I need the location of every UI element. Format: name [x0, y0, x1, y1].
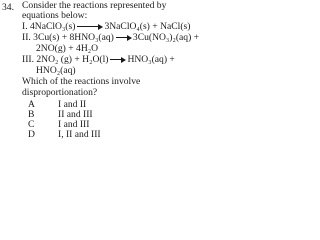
reaction-arrow-icon [116, 34, 132, 42]
prompt-line-2: disproportionation? [22, 87, 98, 98]
question-stem-line-2: equations below: [22, 10, 88, 21]
reaction-iii-reactants: III. 2NO₂ (g) + H₂O(l) [22, 54, 109, 65]
option-a-letter: A [28, 99, 35, 110]
option-c-letter: C [28, 119, 35, 130]
reaction-arrow-icon [110, 56, 126, 64]
reaction-ii-continuation: 2NO(g) + 4H₂O [36, 43, 99, 54]
question-card [0, 0, 200, 143]
reaction-iii-continuation: HNO₂(aq) [36, 65, 76, 76]
reaction-iii-products: HNO₃(aq) + [127, 54, 175, 65]
option-a-text: I and II [58, 99, 87, 110]
option-b-letter: B [28, 109, 35, 120]
reaction-ii-products: 3Cu(NO₃)₂(aq) + [132, 32, 200, 43]
reaction-i-reactants: I. 4NaClO₃(s) [22, 21, 76, 32]
option-d-letter: D [28, 129, 35, 140]
reaction-ii [22, 32, 199, 43]
question-number: 34. [2, 2, 14, 13]
question-stem-line-1: Consider the reactions represented by [22, 0, 167, 11]
reaction-i [22, 21, 190, 32]
reaction-arrow-icon [77, 23, 103, 31]
option-d-text: I, II and III [58, 129, 101, 140]
reaction-iii [22, 54, 175, 65]
option-d[interactable] [28, 129, 101, 140]
reaction-i-products: 3NaClO₄(s) + NaCl(s) [104, 21, 191, 32]
option-b-text: II and III [58, 109, 93, 120]
reaction-ii-reactants: II. 3Cu(s) + 8HNO₃(aq) [22, 32, 114, 43]
prompt-line-1: Which of the reactions involve [22, 76, 141, 87]
option-c-text: I and III [58, 119, 90, 130]
